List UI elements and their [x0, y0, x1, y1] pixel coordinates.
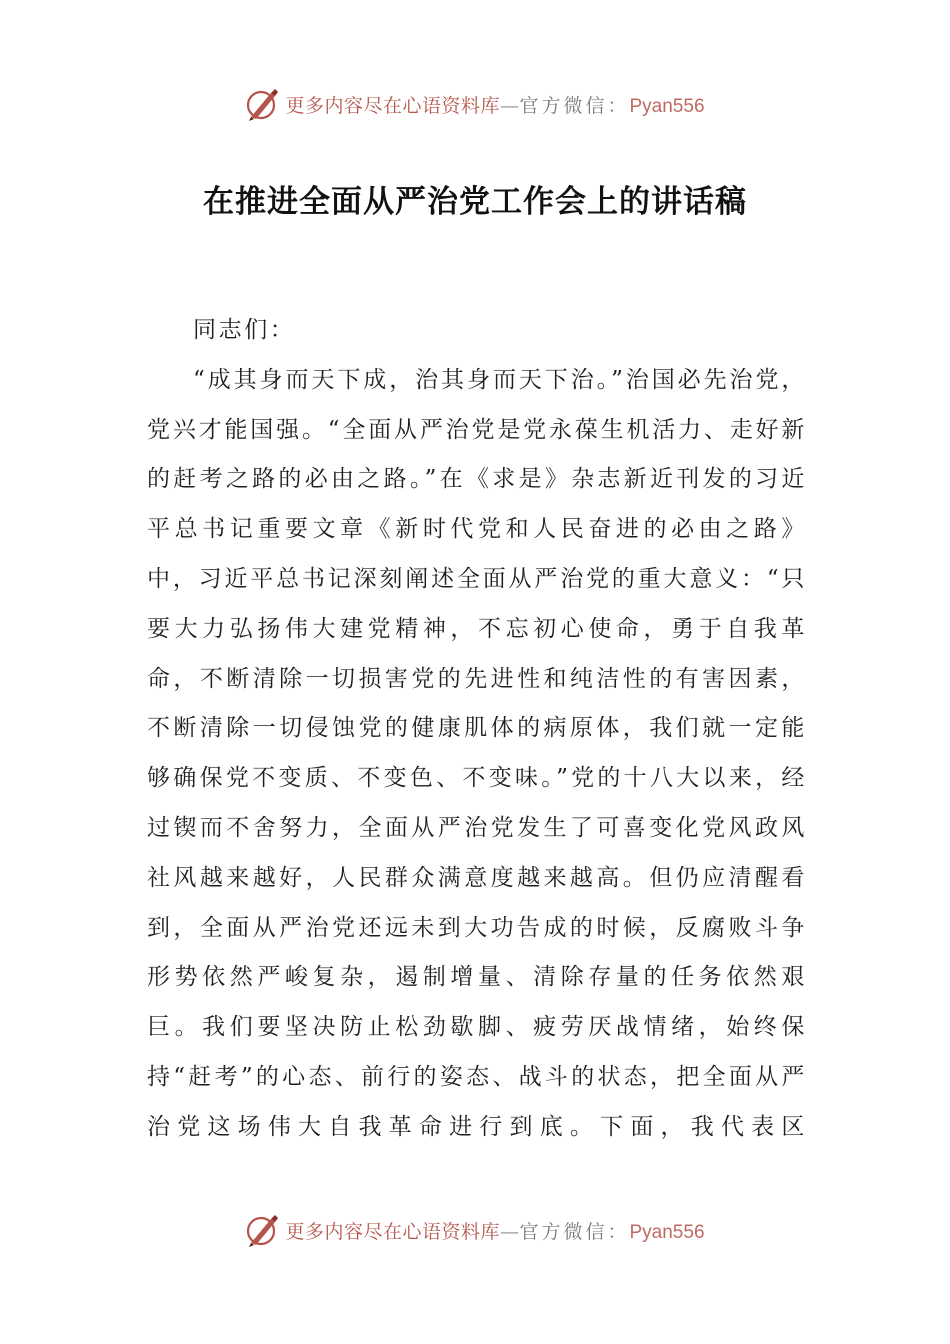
footer-banner: [0, 1208, 950, 1252]
header-banner: [0, 82, 950, 126]
banner-wechat-label: 官方微信：: [519, 1220, 630, 1243]
banner-account: Pyan556: [629, 95, 705, 117]
document-title: 在推进全面从严治党工作会上的讲话稿: [203, 184, 747, 220]
banner-dash: —: [499, 1220, 520, 1243]
banner-wechat-label: 官方微信：: [519, 94, 630, 117]
banner-dash: —: [499, 94, 520, 117]
banner-account: Pyan556: [629, 1221, 705, 1243]
banner-text: [285, 91, 704, 118]
paragraph-1: “成其身而天下成，治其身而天下治。”治国必先治党，党兴才能国强。“全面从严治党是党永葆生机活力、走好新的赶考之路的必由之路。”在《求是》杂志新近刊发的习近平总书记重要文章《新时代党和人民奋进的必由之路》中，习近平总书记深刻阐述全面从严治党的重大意义：“只要大力弘扬伟大建党精神，不忘初心使命，勇于自我革命，不断清除一切损害党的先进性和纯洁性的有害因素，不断清除一切侵蚀党的健康肌体的病原体，我们就一定能够确保党不变质、不变色、不变味。”党的十八大以来，经过锲而不舍努力，全面从严治党发生了可喜变化党风政风社风越来越好，人民群众满意度越来越高。但仍应清醒看到，全面从严治党还远未到大功告成的时候，反腐败斗争形势依然严峻复杂，遏制增量、清除存量的任务依然艰巨。我们要坚决防止松劲歇脚、疲劳厌战情绪，始终保持“赶考”的心态、前行的姿态、战斗的状态，把全面从严治党这场伟大自我革命进行到底。下面，我代表区: [147, 366, 807, 1140]
document-body: [147, 306, 807, 1153]
banner-text: [285, 1217, 704, 1244]
pen-logo-icon: [245, 1213, 279, 1247]
banner-main-text: 更多内容尽在心语资料库: [285, 94, 500, 117]
banner-main-text: 更多内容尽在心语资料库: [285, 1220, 500, 1243]
pen-logo-icon: [245, 87, 279, 121]
salutation: 同志们：: [193, 317, 296, 343]
